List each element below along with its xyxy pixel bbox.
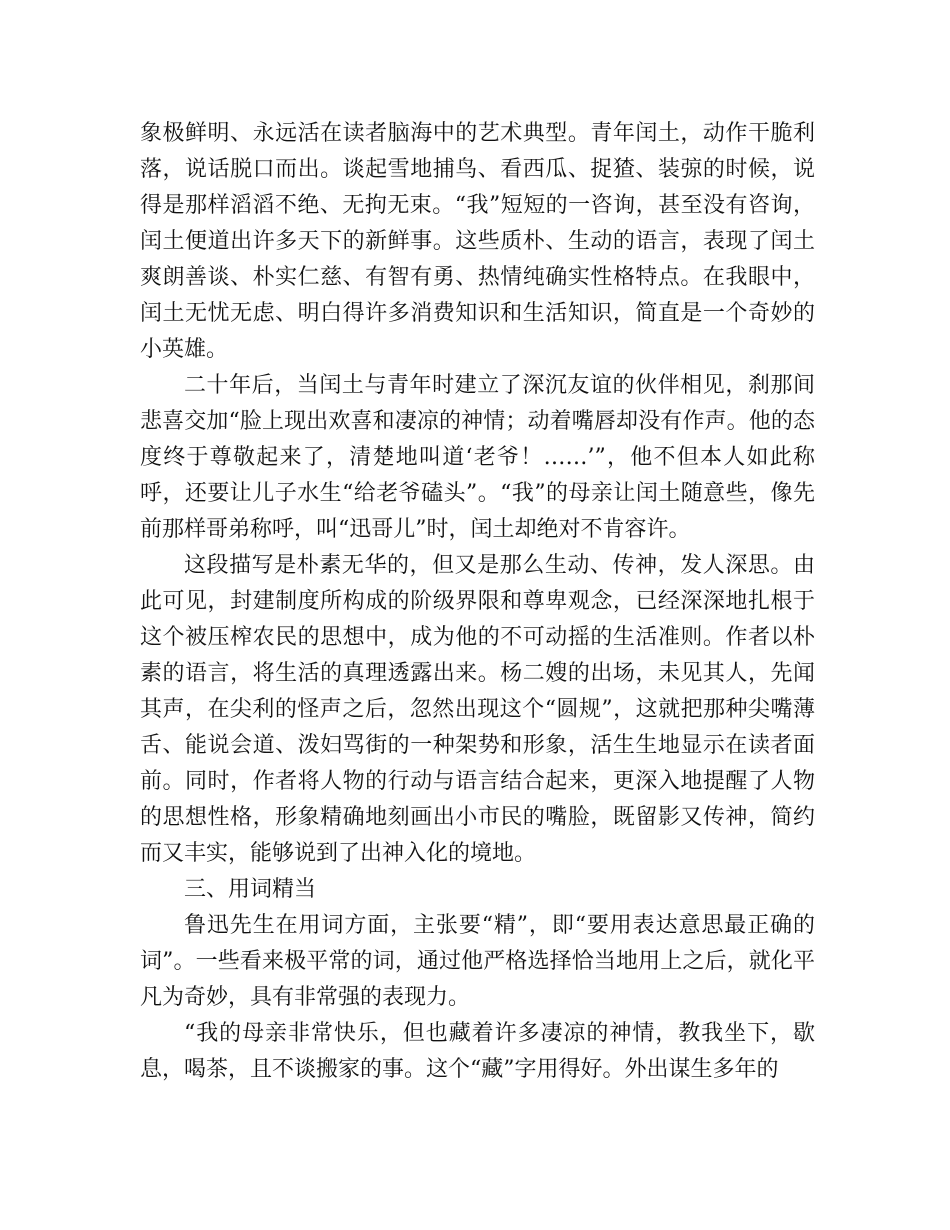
paragraph-1: 象极鲜明、永远活在读者脑海中的艺术典型。青年闰土，动作干脆利落，说话脱口而出。谈起雪地捕鸟、看西瓜、捉猹、装弶的时候，说得是那样滔滔不绝、无拘无束。“我”短短的一咨询，甚至没有咨询，闰土便道出许多天下的新鲜事。这些质朴、生动的语言，表现了闰土爽朗善谈、朴实仁慈、有智有勇、热情纯确实性格特点。在我眼中，闰土无忧无虑、明白得许多消费知识和生活知识，简直是一个奇妙的小英雄。 <box>140 121 815 362</box>
paragraph-3: 这段描写是朴素无华的，但又是那么生动、传神，发人深思。由此可见，封建制度所构成的阶级界限和尊卑观念，已经深深地扎根于这个被压榨农民的思想中，成为他的不可动摇的生活准则。作者以朴素的语言，将生活的真理透露出来。杨二嫂的出场，未见其人，先闻其声，在尖利的怪声之后，忽然出现这个“圆规”，这就把那种尖嘴薄舌、能说会道、泼妇骂街的一种架势和形象，活生生地显示在读者面前。同时，作者将人物的行动与语言结合起来，更深入地提醒了人物的思想性格，形象精确地刻画出小市民的嘴脸，既留影又传神，简约而又丰实，能够说到了出神入化的境地。 <box>140 553 815 866</box>
document-body <box>140 116 815 1088</box>
section-heading: 三、用词精当 <box>184 877 317 902</box>
paragraph-5: “我的母亲非常快乐，但也藏着许多凄凉的神情，教我坐下，歇息，喝茶，且不谈搬家的事。这个“藏”字用得好。外出谋生多年的 <box>140 1021 815 1082</box>
paragraph-4: 鲁迅先生在用词方面，主张要“精”，即“要用表达意思最正确的词”。一些看来极平常的词，通过他严格选择恰当地用上之后，就化平凡为奇妙，具有非常强的表现力。 <box>140 913 815 1010</box>
paragraph-2: 二十年后，当闰土与青年时建立了深沉友谊的伙伴相见，刹那间悲喜交加“脸上现出欢喜和凄凉的神情；动着嘴唇却没有作声。他的态度终于尊敬起来了，清楚地叫道‘老爷！……’”，他不但本人如此称呼，还要让儿子水生“给老爷磕头”。“我”的母亲让闰土随意些，像先前那样哥弟称呼，叫“迅哥儿”时，闰土却绝对不肯容许。 <box>140 373 815 542</box>
